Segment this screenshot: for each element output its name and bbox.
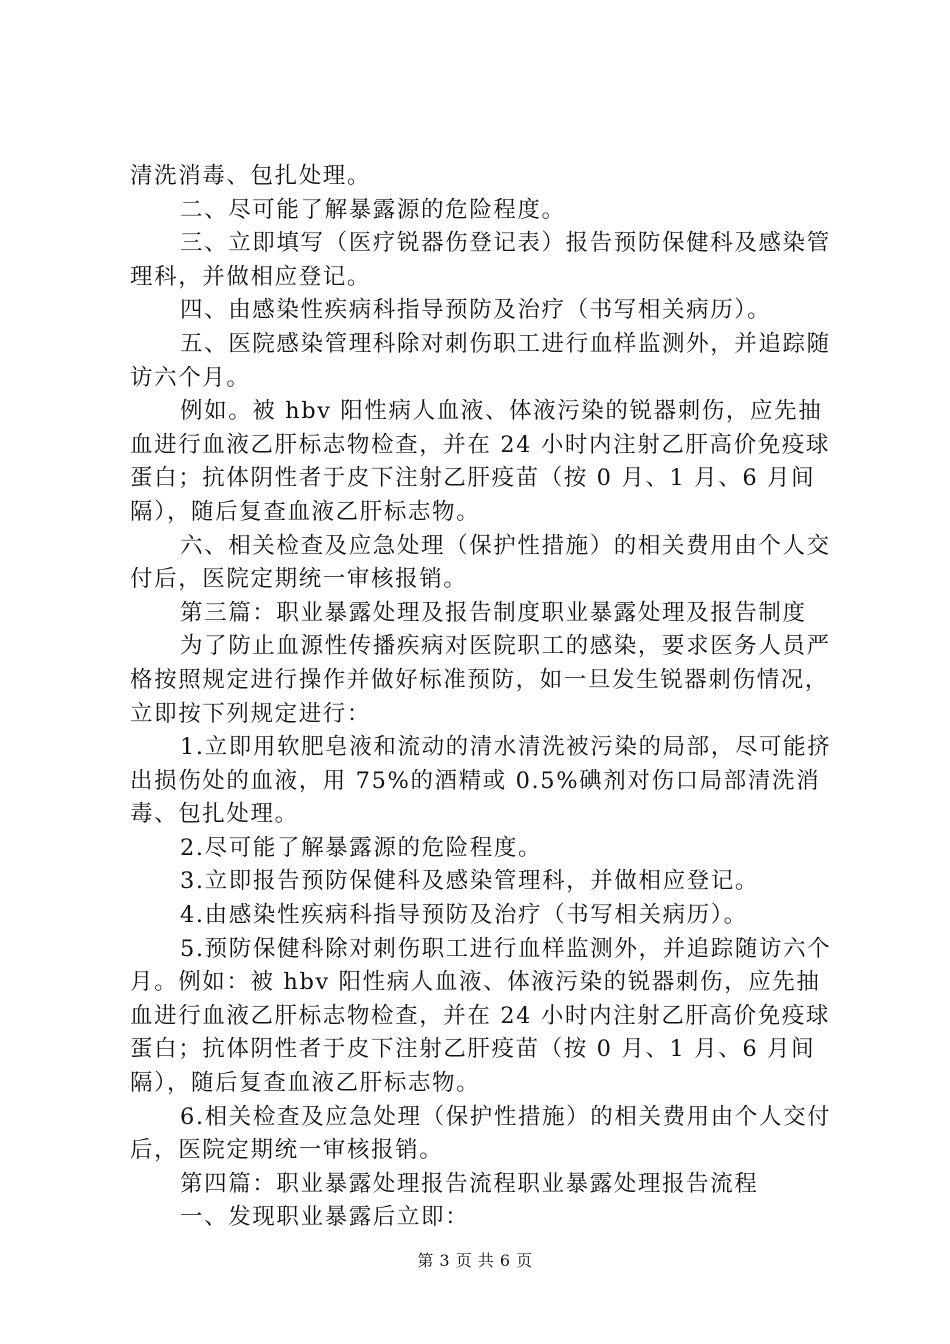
paragraph: 清洗消毒、包扎处理。 xyxy=(130,163,372,189)
section-heading: 第三篇：职业暴露处理及报告制度职业暴露处理及报告制度 xyxy=(180,599,807,626)
paragraph: 4.由感染性疾病科指导预防及治疗（书写相关病历）。 xyxy=(180,902,748,929)
paragraph: 六、相关检查及应急处理（保护性措施）的相关费用由个人交付后，医院定期统一审核报销。 xyxy=(130,532,831,593)
paragraph: 3.立即报告预防保健科及感染管理科，并做相应登记。 xyxy=(180,868,759,895)
paragraph: 四、由感染性疾病科指导预防及治疗（书写相关病历）。 xyxy=(180,297,772,324)
paragraph: 一、发现职业暴露后立即： xyxy=(180,1204,470,1231)
paragraph: 6.相关检查及应急处理（保护性措施）的相关费用由个人交付后，医院定期统一审核报销。 xyxy=(130,1103,832,1164)
section-heading: 第四篇：职业暴露处理报告流程职业暴露处理报告流程 xyxy=(180,1170,759,1197)
paragraph: 例如。被 hbv 阳性病人血液、体液污染的锐器刺伤，应先抽血进行血液乙肝标志物检查，并在 24 小时内注射乙肝高价免疫球蛋白；抗体阴性者于皮下注射乙肝疫苗（按 0 月、1 月、6 月间隔），随后复查血液乙肝标志物。 xyxy=(130,398,831,525)
paragraph: 为了防止血源性传播疾病对医院职工的感染，要求医务人员严格按照规定进行操作并做好标准预防，如一旦发生锐器刺伤情况，立即按下列规定进行： xyxy=(130,633,831,727)
paragraph: 三、立即填写（医疗锐器伤登记表）报告预防保健科及感染管理科，并做相应登记。 xyxy=(130,230,831,290)
paragraph: 五、医院感染管理科除对刺伤职工进行血样监测外，并追踪随访六个月。 xyxy=(130,330,831,391)
paragraph: 2.尽可能了解暴露源的危险程度。 xyxy=(180,834,543,861)
paragraph: 1.立即用软肥皂液和流动的清水清洗被污染的局部，尽可能挤出损伤处的血液，用 75%的酒精或 0.5%碘剂对伤口局部清洗消毒、包扎处理。 xyxy=(130,734,832,828)
paragraph: 二、尽可能了解暴露源的危险程度。 xyxy=(180,196,566,223)
document-body xyxy=(130,160,840,1235)
page-footer: 第 3 页 共 6 页 xyxy=(417,1251,533,1270)
paragraph: 5.预防保健科除对刺伤职工进行血样监测外，并追踪随访六个月。例如：被 hbv 阳性病人血液、体液污染的锐器刺伤，应先抽血进行血液乙肝标志物检查，并在 24 小时内注射乙肝高价免疫球蛋白；抗体阴性者于皮下注射乙肝疫苗（按 0 月、1 月、6 月间隔），随后复查血液乙肝标志物。 xyxy=(130,935,832,1097)
